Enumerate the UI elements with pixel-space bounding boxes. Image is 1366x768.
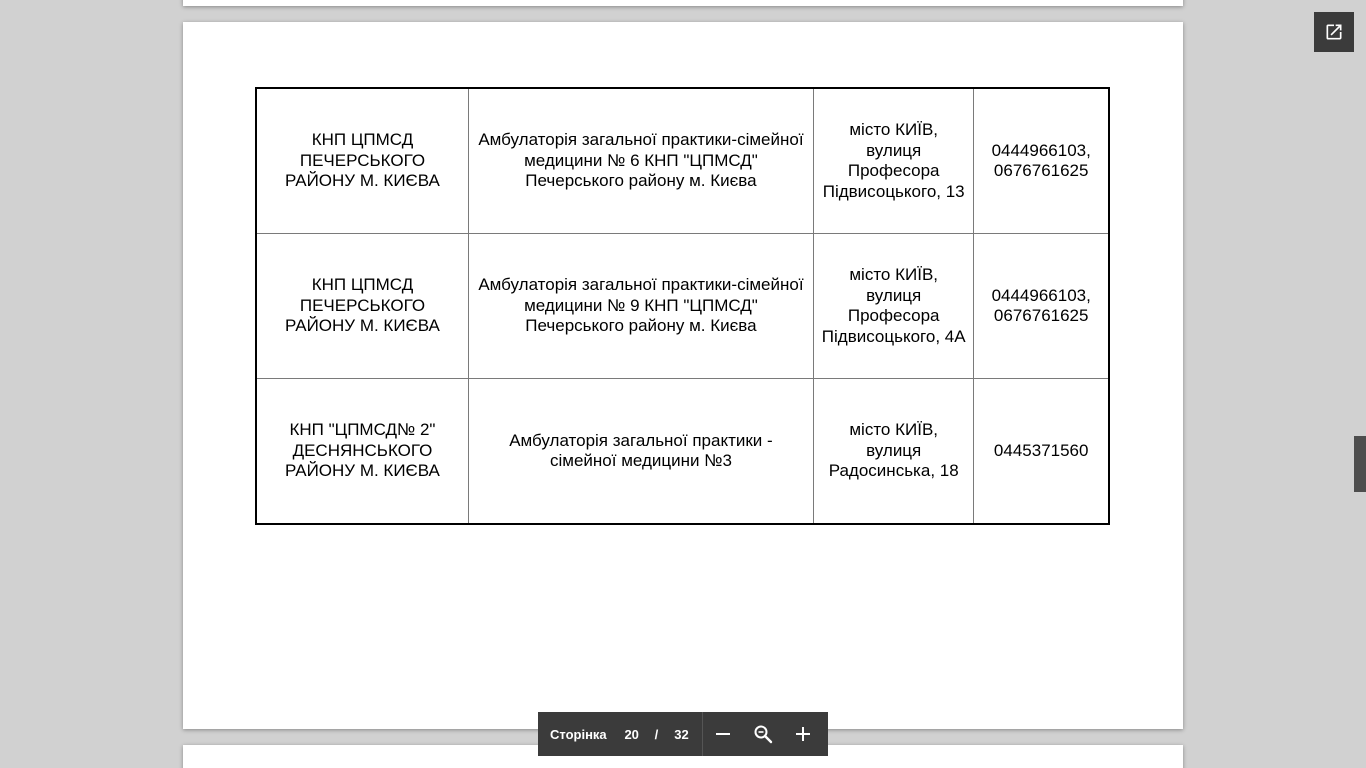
address-cell: місто КИЇВ, вулиця Професора Підвисоцького, 4А <box>813 234 973 379</box>
organization-cell: КНП ЦПМСД ПЕЧЕРСЬКОГО РАЙОНУ М. КИЄВА <box>256 88 468 234</box>
current-page <box>183 22 1183 729</box>
magnifier-icon <box>753 724 773 744</box>
address-cell: місто КИЇВ, вулиця Професора Підвисоцького, 13 <box>813 88 973 234</box>
facility-cell: Амбулаторія загальної практики-сімейної медицини № 9 КНП "ЦПМСД" Печерського району м. Києва <box>468 234 813 379</box>
zoom-in-button[interactable] <box>783 712 823 756</box>
table-row <box>256 234 1109 379</box>
scrollbar-thumb[interactable] <box>1354 436 1366 492</box>
facility-cell: Амбулаторія загальної практики - сімейної медицини №3 <box>468 379 813 525</box>
page-indicator <box>538 712 703 756</box>
facility-cell: Амбулаторія загальної практики-сімейної медицини № 6 КНП "ЦПМСД" Печерського району м. Києва <box>468 88 813 234</box>
current-page-number[interactable]: 20 <box>624 726 639 742</box>
previous-page <box>183 0 1183 6</box>
open-in-new-icon <box>1324 22 1344 42</box>
table-row <box>256 88 1109 234</box>
facilities-table <box>255 87 1110 525</box>
phone-cell: 0445371560 <box>974 379 1109 525</box>
plus-icon <box>795 726 811 742</box>
zoom-out-button[interactable] <box>703 712 743 756</box>
organization-cell: КНП ЦПМСД ПЕЧЕРСЬКОГО РАЙОНУ М. КИЄВА <box>256 234 468 379</box>
page-separator: / <box>654 726 659 742</box>
zoom-reset-button[interactable] <box>743 712 783 756</box>
phone-cell: 0444966103, 0676761625 <box>974 234 1109 379</box>
table-row <box>256 379 1109 525</box>
page-label: Сторінка <box>550 726 607 742</box>
popout-button[interactable] <box>1314 12 1354 52</box>
minus-icon <box>715 726 731 742</box>
phone-cell: 0444966103, 0676761625 <box>974 88 1109 234</box>
pdf-toolbar <box>538 712 828 756</box>
vertical-scrollbar[interactable] <box>1354 0 1366 768</box>
address-cell: місто КИЇВ, вулиця Радосинська, 18 <box>813 379 973 525</box>
organization-cell: КНП "ЦПМСД№ 2" ДЕСНЯНСЬКОГО РАЙОНУ М. КИЄВА <box>256 379 468 525</box>
total-pages: 32 <box>674 726 689 742</box>
